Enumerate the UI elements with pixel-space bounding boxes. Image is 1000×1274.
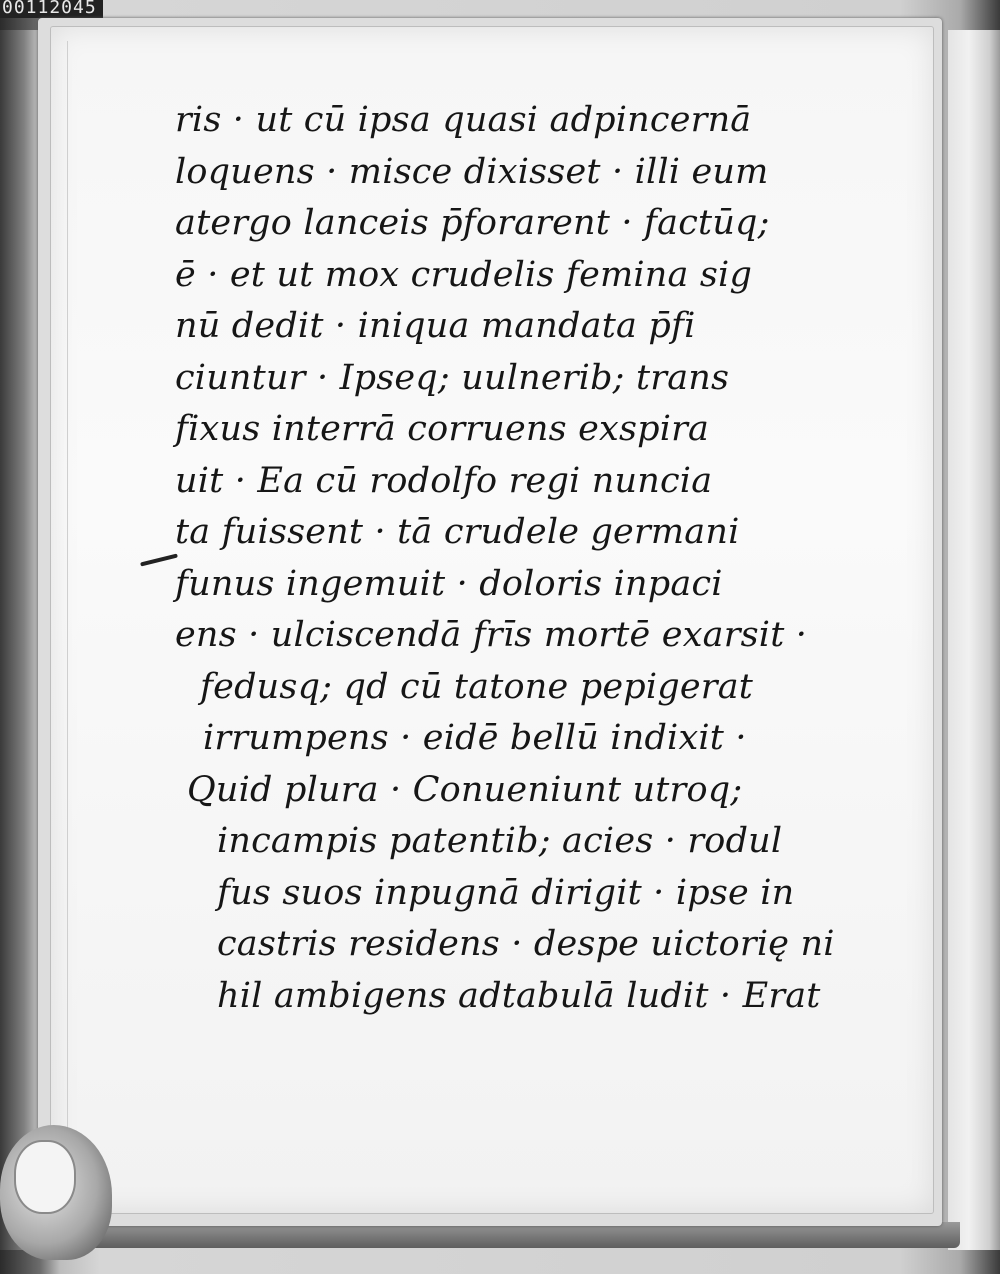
manuscript-line: castris residens · despe uictorię ni	[217, 924, 835, 964]
manuscript-line: funus ingemuit · doloris inpaci	[175, 563, 723, 604]
manuscript-line: atergo lanceis p̄forarent · factūq;	[175, 203, 770, 243]
book-spine-edge	[0, 30, 40, 1250]
manuscript-line: hil ambigens adtabulā ludit · Erat	[217, 975, 821, 1016]
manuscript-line: ens · ulciscendā frīs mortē exarsit ·	[175, 615, 808, 655]
manuscript-line: uit · Ea cū rodolfo regi nuncia	[175, 460, 713, 501]
manuscript-line: loquens · misce dixisset · illi eum	[175, 151, 769, 192]
manuscript-line-initial: Quid plura · Conueniunt utroq;	[187, 769, 743, 810]
manuscript-line: incampis patentib; acies · rodul	[217, 821, 783, 861]
page-ruling-line	[67, 41, 68, 1191]
manuscript-line: ē · et ut mox crudelis femina sig	[175, 254, 753, 295]
frame-number-label: 00112045	[0, 0, 103, 18]
manuscript-line: ris · ut cū ipsa quasi adpincernā	[175, 100, 752, 140]
manuscript-line: irrumpens · eidē bellū indixit ·	[203, 718, 747, 758]
book-fore-edge	[948, 30, 1000, 1250]
manuscript-line: nū dedit · iniqua mandata p̄fi	[175, 306, 696, 346]
manuscript-line: ciuntur · Ipseq; uulnerib; trans	[175, 357, 730, 398]
manuscript-line: ta fuissent · tā crudele germani	[175, 512, 740, 552]
manuscript-line: fixus interrā corruens exspira	[175, 409, 710, 449]
manuscript-text-block	[145, 95, 865, 1022]
manuscript-line: fus suos inpugnā dirigit · ipse in	[217, 872, 795, 913]
thumbnail-nail	[14, 1140, 76, 1214]
manuscript-line: fedusq; qd cū tatone pepigerat	[200, 666, 754, 707]
